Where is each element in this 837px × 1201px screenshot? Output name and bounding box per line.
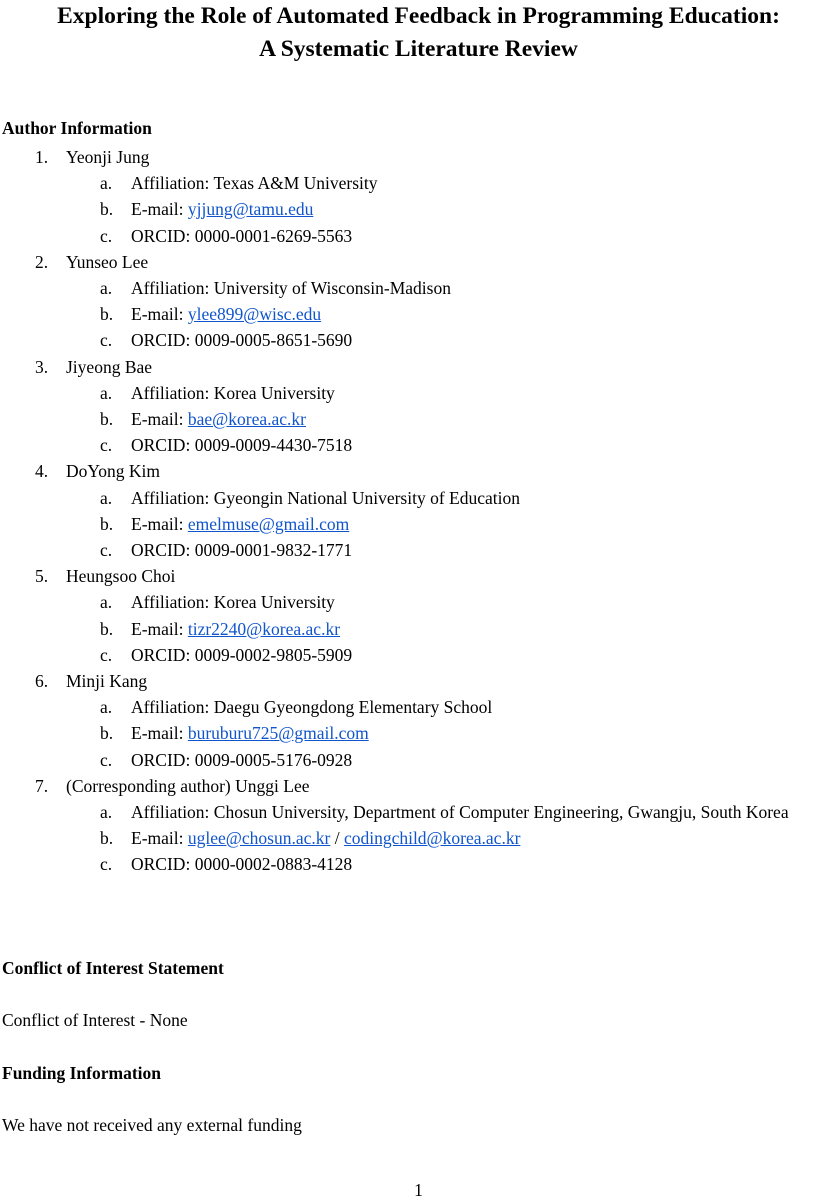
title-line-1: Exploring the Role of Automated Feedback in Programming Education: bbox=[57, 3, 780, 29]
author-number: 6. bbox=[35, 670, 49, 691]
author-email bbox=[0, 511, 837, 537]
list-letter: b. bbox=[100, 199, 114, 220]
author-email bbox=[0, 825, 837, 851]
author-entry bbox=[0, 144, 837, 249]
orcid-value: 0000-0002-0883-4128 bbox=[194, 854, 353, 875]
list-letter: c. bbox=[100, 854, 113, 875]
list-letter: c. bbox=[100, 539, 113, 560]
author-entry bbox=[0, 668, 837, 773]
author-orcid bbox=[0, 327, 837, 353]
author-row bbox=[0, 354, 837, 380]
author-row bbox=[0, 458, 837, 484]
page-number: 1 bbox=[414, 1180, 423, 1200]
author-number: 4. bbox=[35, 461, 49, 482]
author-name: (Corresponding author) Unggi Lee bbox=[66, 775, 310, 796]
email-link[interactable]: uglee@chosun.ac.kr bbox=[187, 828, 331, 849]
author-row bbox=[0, 144, 837, 170]
affiliation-value: Gyeongin National University of Education bbox=[213, 487, 520, 508]
conflict-text: Conflict of Interest - None bbox=[2, 1010, 188, 1030]
orcid-value: 0009-0005-8651-5690 bbox=[194, 330, 353, 351]
paper-title bbox=[0, 0, 837, 66]
affiliation-text bbox=[131, 485, 831, 511]
affiliation-label: Affiliation: bbox=[131, 382, 210, 403]
affiliation-text bbox=[131, 275, 831, 301]
orcid-value: 0009-0001-9832-1771 bbox=[194, 539, 353, 560]
orcid-value: 0000-0001-6269-5563 bbox=[194, 225, 353, 246]
author-name: Jiyeong Bae bbox=[66, 356, 153, 377]
orcid-text bbox=[131, 747, 831, 773]
list-letter: a. bbox=[100, 277, 113, 298]
email-text bbox=[131, 720, 831, 746]
list-letter: c. bbox=[100, 225, 113, 246]
affiliation-value: Texas A&M University bbox=[213, 173, 378, 194]
author-email bbox=[0, 196, 837, 222]
email-label: E-mail: bbox=[131, 408, 184, 429]
list-letter: c. bbox=[100, 330, 113, 351]
affiliation-text bbox=[131, 694, 831, 720]
list-letter: b. bbox=[100, 304, 114, 325]
affiliation-value: Korea University bbox=[213, 592, 335, 613]
list-letter: a. bbox=[100, 487, 113, 508]
affiliation-label: Affiliation: bbox=[131, 697, 210, 718]
author-entry bbox=[0, 773, 837, 878]
author-number: 3. bbox=[35, 356, 49, 377]
author-affiliation bbox=[0, 589, 837, 615]
email-text bbox=[131, 511, 831, 537]
list-letter: a. bbox=[100, 592, 113, 613]
author-affiliation bbox=[0, 799, 837, 825]
affiliation-text bbox=[131, 380, 831, 406]
author-number: 5. bbox=[35, 566, 49, 587]
orcid-label: ORCID: bbox=[131, 854, 191, 875]
author-affiliation bbox=[0, 694, 837, 720]
orcid-label: ORCID: bbox=[131, 539, 191, 560]
list-letter: b. bbox=[100, 513, 114, 534]
author-row bbox=[0, 563, 837, 589]
funding-heading: Funding Information bbox=[2, 1063, 161, 1083]
list-letter: b. bbox=[100, 828, 114, 849]
author-name: DoYong Kim bbox=[66, 461, 161, 482]
affiliation-label: Affiliation: bbox=[131, 801, 210, 822]
email-label: E-mail: bbox=[131, 199, 184, 220]
orcid-text bbox=[131, 432, 831, 458]
list-letter: c. bbox=[100, 644, 113, 665]
author-orcid bbox=[0, 223, 837, 249]
author-info-heading: Author Information bbox=[2, 118, 152, 138]
email-text bbox=[131, 616, 831, 642]
author-affiliation bbox=[0, 380, 837, 406]
conflict-heading: Conflict of Interest Statement bbox=[2, 958, 224, 978]
author-orcid bbox=[0, 537, 837, 563]
list-letter: a. bbox=[100, 697, 113, 718]
email-link[interactable]: tizr2240@korea.ac.kr bbox=[187, 618, 341, 639]
affiliation-value: Korea University bbox=[213, 382, 335, 403]
author-email bbox=[0, 616, 837, 642]
affiliation-label: Affiliation: bbox=[131, 592, 210, 613]
affiliation-text bbox=[131, 799, 831, 825]
author-email bbox=[0, 301, 837, 327]
list-letter: b. bbox=[100, 618, 114, 639]
list-letter: c. bbox=[100, 749, 113, 770]
author-email bbox=[0, 720, 837, 746]
email-text bbox=[131, 406, 831, 432]
list-letter: a. bbox=[100, 173, 113, 194]
orcid-value: 0009-0009-4430-7518 bbox=[194, 435, 353, 456]
orcid-value: 0009-0005-5176-0928 bbox=[194, 749, 353, 770]
orcid-label: ORCID: bbox=[131, 644, 191, 665]
orcid-text bbox=[131, 642, 831, 668]
author-orcid bbox=[0, 432, 837, 458]
author-affiliation bbox=[0, 485, 837, 511]
author-row bbox=[0, 668, 837, 694]
author-orcid bbox=[0, 851, 837, 877]
author-affiliation bbox=[0, 170, 837, 196]
author-orcid bbox=[0, 747, 837, 773]
funding-text: We have not received any external funding bbox=[2, 1115, 302, 1135]
author-entry bbox=[0, 563, 837, 668]
email-label: E-mail: bbox=[131, 513, 184, 534]
email-separator: / bbox=[330, 828, 344, 849]
orcid-text bbox=[131, 537, 831, 563]
orcid-text bbox=[131, 851, 831, 877]
author-name: Minji Kang bbox=[66, 670, 148, 691]
affiliation-value: Daegu Gyeongdong Elementary School bbox=[213, 697, 493, 718]
affiliation-value: University of Wisconsin-Madison bbox=[213, 277, 451, 298]
orcid-value: 0009-0002-9805-5909 bbox=[194, 644, 353, 665]
title-line-2: A Systematic Literature Review bbox=[259, 36, 578, 62]
author-number: 1. bbox=[35, 147, 49, 167]
orcid-label: ORCID: bbox=[131, 225, 191, 246]
affiliation-label: Affiliation: bbox=[131, 277, 210, 298]
list-letter: b. bbox=[100, 408, 114, 429]
email-text bbox=[131, 825, 831, 851]
orcid-label: ORCID: bbox=[131, 749, 191, 770]
affiliation-value: Chosun University, Department of Computer Engineering, Gwangju, South Korea bbox=[213, 801, 789, 822]
author-entry bbox=[0, 354, 837, 459]
email-text bbox=[131, 301, 831, 327]
affiliation-text bbox=[131, 589, 831, 615]
email-link[interactable]: bae@korea.ac.kr bbox=[187, 408, 306, 429]
email-label: E-mail: bbox=[131, 723, 184, 744]
author-row bbox=[0, 249, 837, 275]
email-label: E-mail: bbox=[131, 304, 184, 325]
email-link[interactable]: ylee899@wisc.edu bbox=[187, 304, 322, 325]
email-link[interactable]: codingchild@korea.ac.kr bbox=[343, 828, 521, 849]
email-link[interactable]: buruburu725@gmail.com bbox=[187, 723, 369, 744]
affiliation-label: Affiliation: bbox=[131, 487, 210, 508]
email-text bbox=[131, 196, 831, 222]
author-affiliation bbox=[0, 275, 837, 301]
author-orcid bbox=[0, 642, 837, 668]
orcid-text bbox=[131, 223, 831, 249]
author-name: Yunseo Lee bbox=[66, 251, 149, 272]
list-letter: c. bbox=[100, 435, 113, 456]
affiliation-label: Affiliation: bbox=[131, 173, 210, 194]
author-name: Heungsoo Choi bbox=[66, 566, 176, 587]
orcid-label: ORCID: bbox=[131, 330, 191, 351]
author-number: 2. bbox=[35, 251, 49, 272]
author-entry bbox=[0, 458, 837, 563]
author-email bbox=[0, 406, 837, 432]
author-name: Yeonji Jung bbox=[66, 147, 150, 167]
list-letter: b. bbox=[100, 723, 114, 744]
list-letter: a. bbox=[100, 382, 113, 403]
email-label: E-mail: bbox=[131, 618, 184, 639]
orcid-text bbox=[131, 327, 831, 353]
list-letter: a. bbox=[100, 801, 113, 822]
affiliation-text bbox=[131, 170, 831, 196]
author-entry bbox=[0, 249, 837, 354]
email-link[interactable]: yjjung@tamu.edu bbox=[187, 199, 314, 220]
email-link[interactable]: emelmuse@gmail.com bbox=[187, 513, 350, 534]
author-number: 7. bbox=[35, 775, 49, 796]
author-list bbox=[0, 144, 837, 878]
author-row bbox=[0, 773, 837, 799]
orcid-label: ORCID: bbox=[131, 435, 191, 456]
email-label: E-mail: bbox=[131, 828, 184, 849]
